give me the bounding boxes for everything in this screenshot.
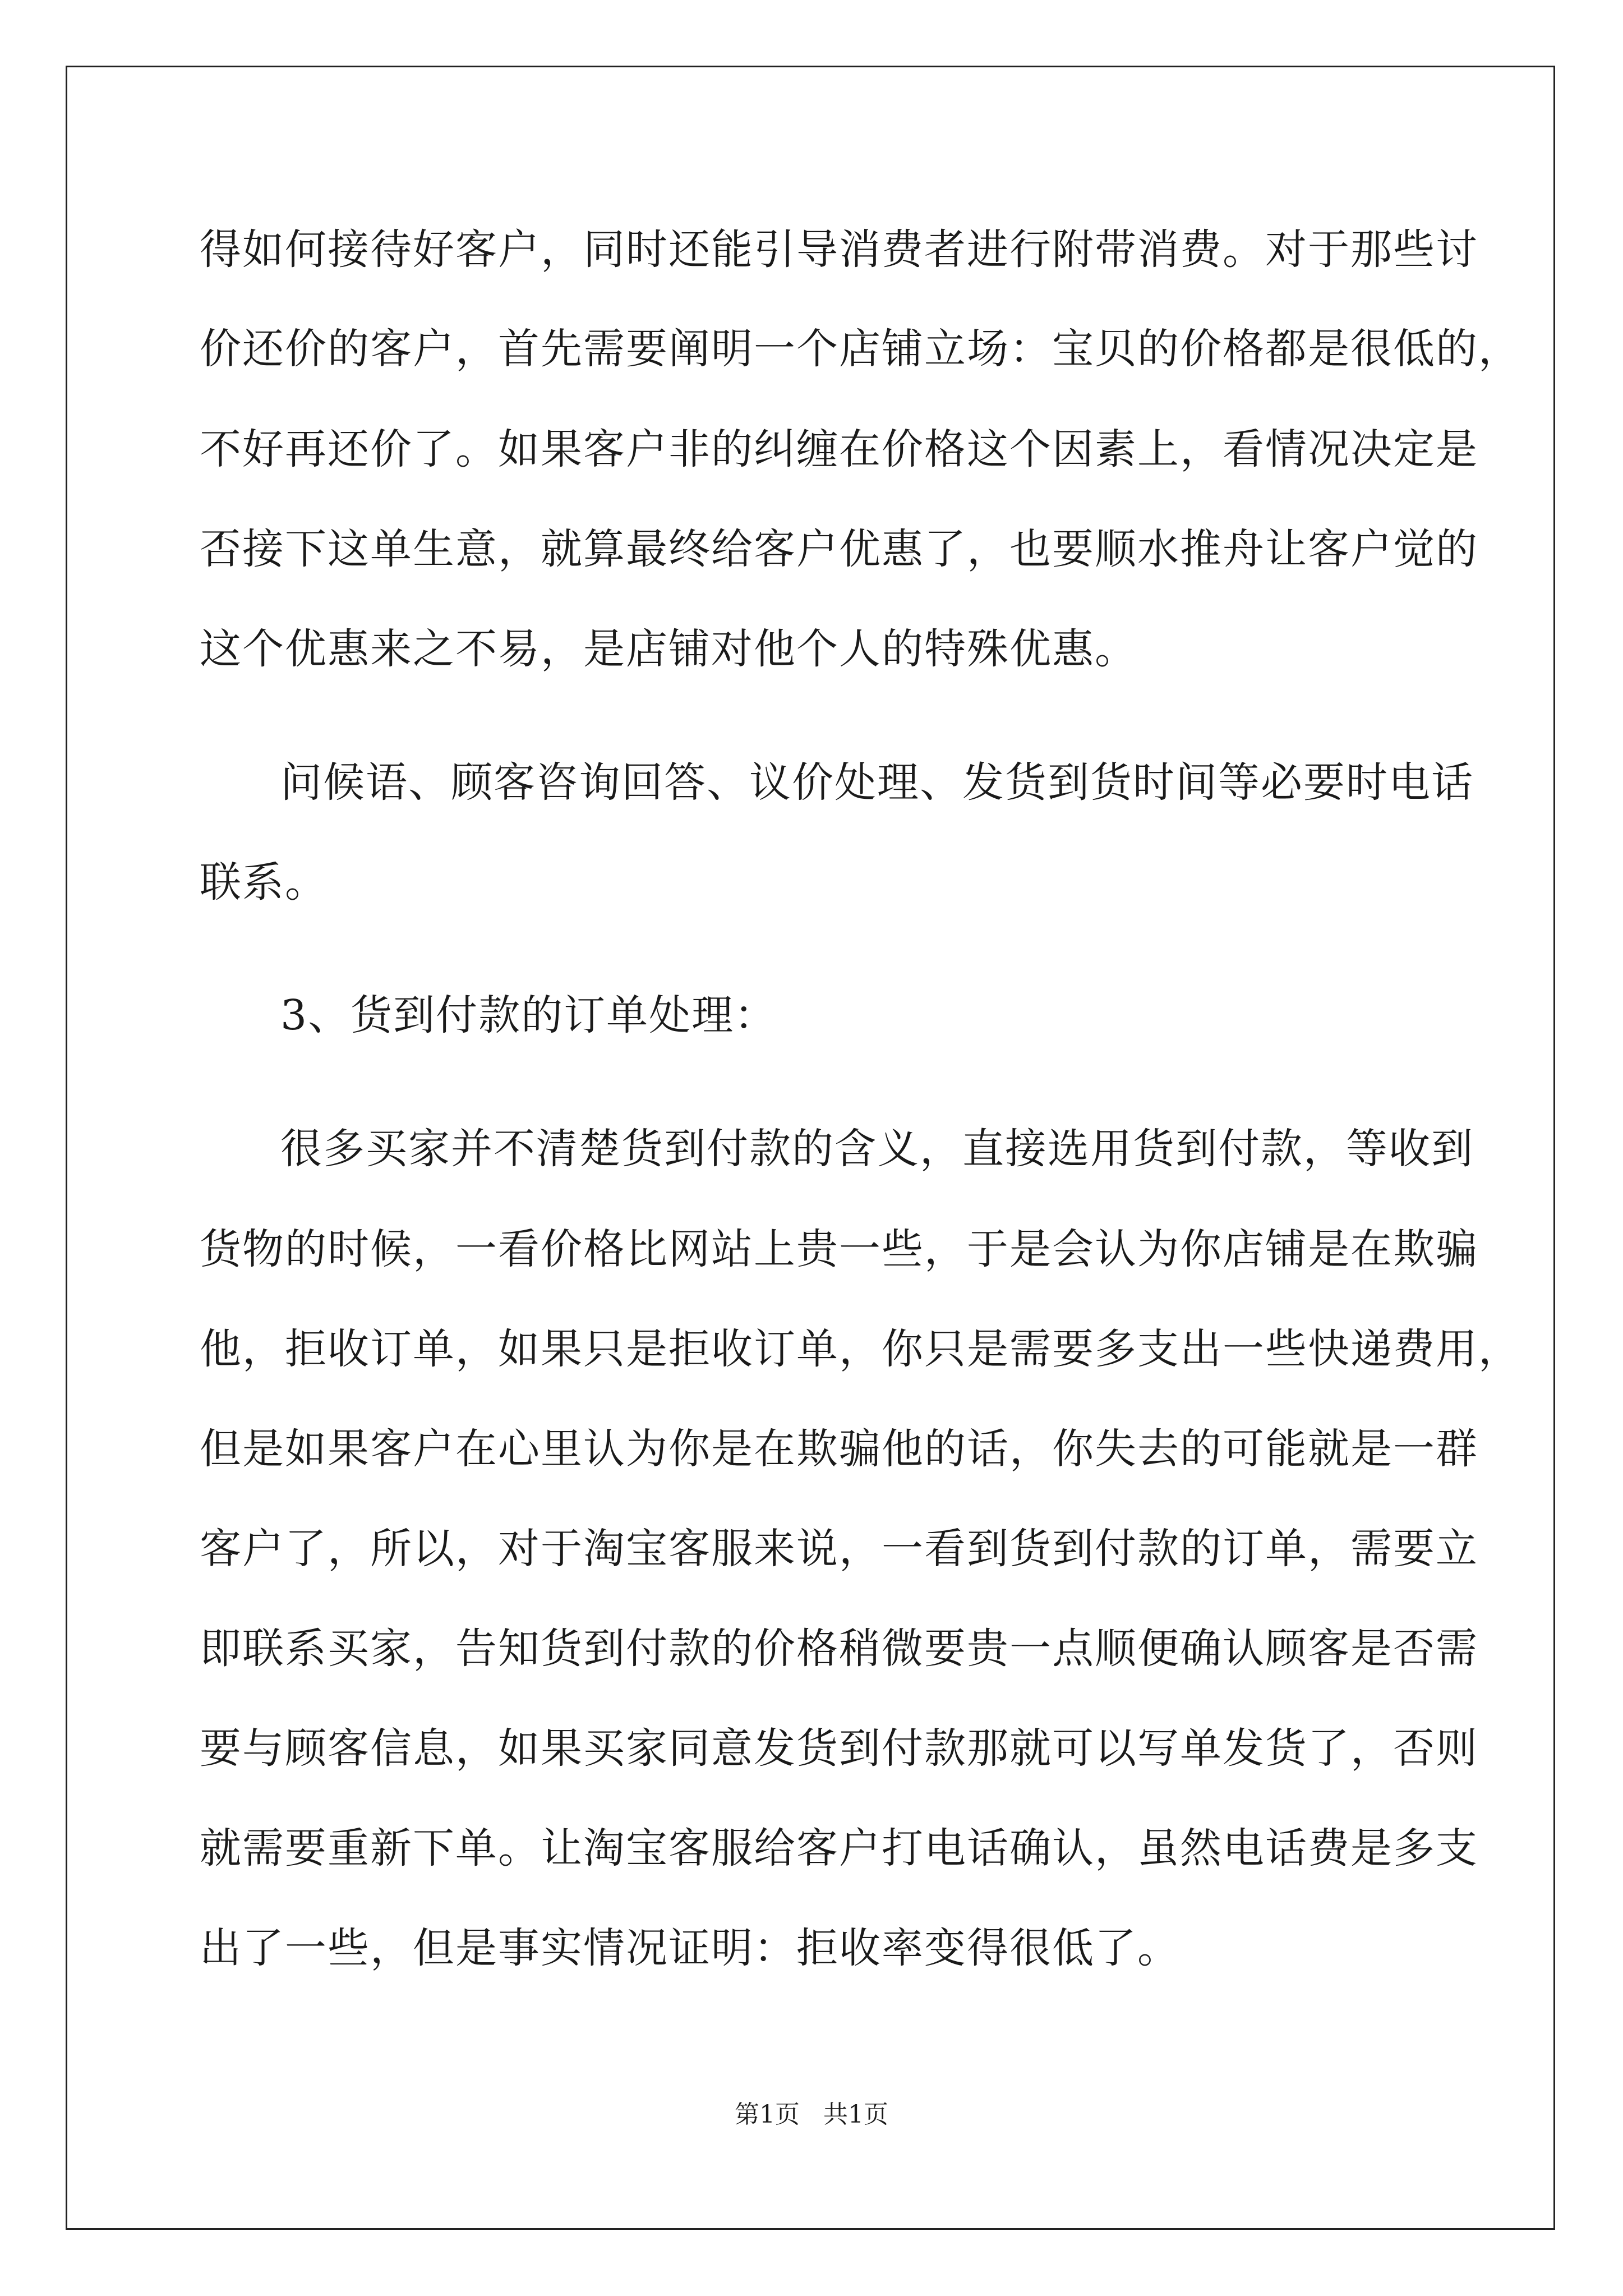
body-line: 就需要重新下单。让淘宝客服给客户打电话确认，虽然电话费是多支 [200,1824,1478,1872]
body-line: 不好再还价了。如果客户非的纠缠在价格这个因素上，看情况决定是 [200,425,1478,473]
body-line: 得如何接待好客户，同时还能引导消费者进行附带消费。对于那些讨 [200,226,1478,274]
body-line: 价还价的客户，首先需要阐明一个店铺立场：宝贝的价格都是很低的， [200,325,1521,373]
body-line: 联系。 [200,858,328,907]
body-line: 即联系买家，告知货到付款的价格稍微要贵一点顺便确认顾客是否需 [200,1625,1478,1673]
section-heading: 3、货到付款的订单处理： [280,991,777,1039]
body-line: 否接下这单生意，就算最终给客户优惠了，也要顺水推舟让客户觉的 [200,525,1478,573]
body-line: 但是如果客户在心里认为你是在欺骗他的话，你失去的可能就是一群 [200,1425,1478,1473]
page-footer: 第1页 共1页 [735,2100,888,2129]
body-line: 出了一些，但是事实情况证明：拒收率变得很低了。 [200,1924,1180,1972]
body-line: 要与顾客信息，如果买家同意发货到付款那就可以写单发货了，否则 [200,1724,1478,1773]
body-line: 货物的时候，一看价格比网站上贵一些，于是会认为你店铺是在欺骗 [200,1225,1478,1273]
body-line: 这个优惠来之不易，是店铺对他个人的特殊优惠。 [200,625,1137,673]
paragraph-first-line: 问候语、顾客咨询回答、议价处理、发货到货时间等必要时电话 [280,758,1474,807]
body-line: 他，拒收订单，如果只是拒收订单，你只是需要多支出一些快递费用， [200,1325,1521,1373]
body-line: 客户了，所以，对于淘宝客服来说，一看到货到付款的订单，需要立 [200,1525,1478,1573]
paragraph-first-line: 很多买家并不清楚货到付款的含义，直接选用货到付款，等收到 [280,1125,1474,1173]
